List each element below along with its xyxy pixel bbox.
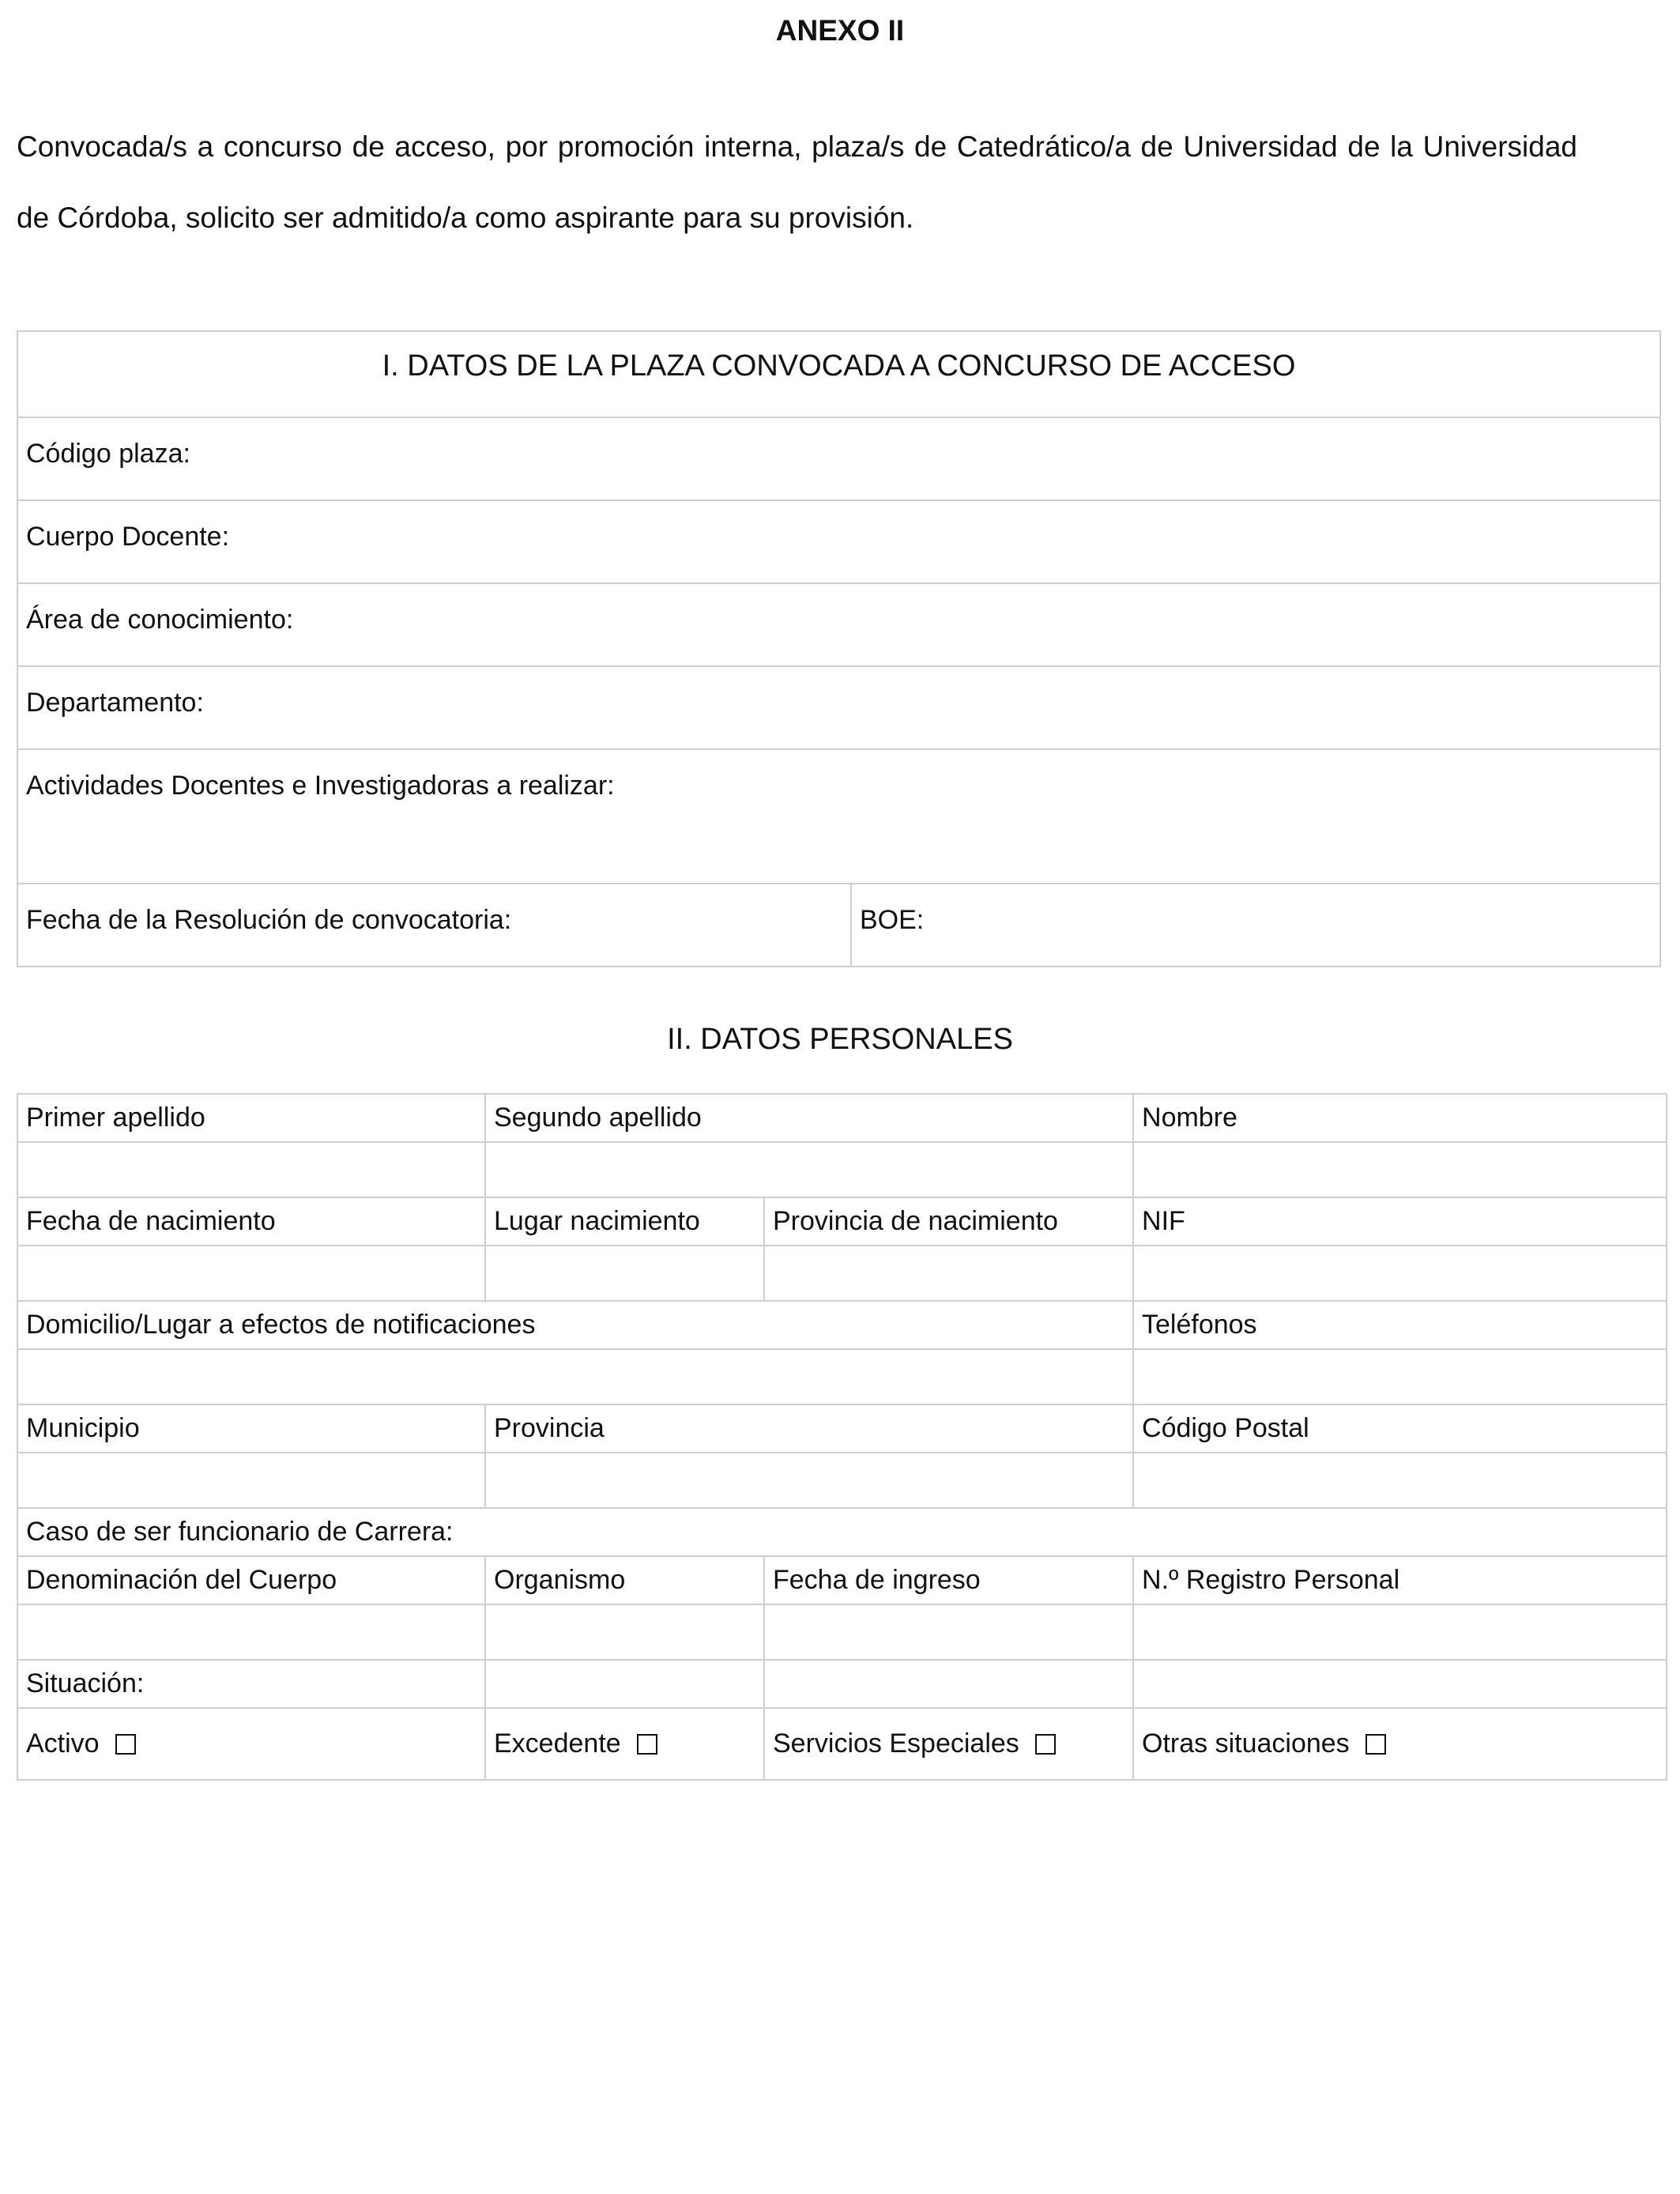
actividades-label: Actividades Docentes e Investigadoras a realizar: xyxy=(26,771,615,801)
nombre-input[interactable] xyxy=(1133,1142,1667,1197)
primer-apellido-input[interactable] xyxy=(17,1142,485,1197)
municipio-input[interactable] xyxy=(17,1453,485,1508)
excedente-label: Excedente xyxy=(494,1728,621,1759)
situacion-label: Situación: xyxy=(17,1660,485,1708)
otras-situaciones-label: Otras situaciones xyxy=(1142,1728,1350,1759)
provincia-nacimiento-label: Provincia de nacimiento xyxy=(764,1197,1133,1246)
situacion-empty-cell xyxy=(764,1660,1133,1708)
servicios-especiales-label: Servicios Especiales xyxy=(773,1728,1019,1759)
lugar-nacimiento-input[interactable] xyxy=(485,1246,764,1301)
telefonos-input[interactable] xyxy=(1133,1349,1667,1404)
nif-label: NIF xyxy=(1133,1197,1667,1246)
activo-checkbox[interactable] xyxy=(115,1734,136,1755)
fecha-resolucion-label: Fecha de la Resolución de convocatoria: xyxy=(26,905,512,935)
section1-header xyxy=(17,331,1660,417)
provincia-label: Provincia xyxy=(485,1404,1133,1453)
domicilio-input[interactable] xyxy=(17,1349,1133,1404)
provincia-nacimiento-input[interactable] xyxy=(764,1246,1133,1301)
area-conocimiento-field[interactable] xyxy=(17,583,1660,666)
cuerpo-docente-label: Cuerpo Docente: xyxy=(26,522,230,552)
organismo-input[interactable] xyxy=(485,1604,764,1660)
intro-paragraph: Convocada/s a concurso de acceso, por promoción interna, plaza/s de Catedrático/a de Universidad de la Universidad de Córdoba, solicito ser admitido/a como aspirante para su provisión. xyxy=(17,130,1577,234)
nombre-label: Nombre xyxy=(1133,1094,1667,1142)
codigo-postal-input[interactable] xyxy=(1133,1453,1667,1508)
codigo-postal-label: Código Postal xyxy=(1133,1404,1667,1453)
fecha-ingreso-label: Fecha de ingreso xyxy=(764,1556,1133,1604)
denominacion-cuerpo-label: Denominación del Cuerpo xyxy=(17,1556,485,1604)
datos-personales-table xyxy=(17,1093,1667,1781)
segundo-apellido-label: Segundo apellido xyxy=(485,1094,1133,1142)
provincia-input[interactable] xyxy=(485,1453,1133,1508)
fecha-ingreso-input[interactable] xyxy=(764,1604,1133,1660)
activo-option[interactable] xyxy=(17,1708,485,1780)
denominacion-cuerpo-input[interactable] xyxy=(17,1604,485,1660)
page-title: ANEXO II xyxy=(775,14,905,47)
situacion-empty-cell xyxy=(1133,1660,1667,1708)
lugar-nacimiento-label: Lugar nacimiento xyxy=(485,1197,764,1246)
activo-label: Activo xyxy=(26,1728,100,1759)
registro-personal-label: N.º Registro Personal xyxy=(1133,1556,1667,1604)
registro-personal-input[interactable] xyxy=(1133,1604,1667,1660)
municipio-label: Municipio xyxy=(17,1404,485,1453)
departamento-field[interactable] xyxy=(17,666,1660,749)
servicios-especiales-checkbox[interactable] xyxy=(1035,1734,1056,1755)
fecha-resolucion-field[interactable] xyxy=(17,884,851,967)
fecha-nacimiento-input[interactable] xyxy=(17,1246,485,1301)
actividades-field[interactable] xyxy=(17,749,1660,884)
excedente-checkbox[interactable] xyxy=(637,1734,657,1755)
codigo-plaza-label: Código plaza: xyxy=(26,439,190,469)
primer-apellido-label: Primer apellido xyxy=(17,1094,485,1142)
area-conocimiento-label: Área de conocimiento: xyxy=(26,605,294,635)
section2-title: II. DATOS PERSONALES xyxy=(667,1023,1013,1056)
plaza-table xyxy=(17,330,1661,967)
section1-title: I. DATOS DE LA PLAZA CONVOCADA A CONCURSO DE ACCESO xyxy=(382,349,1296,383)
fecha-nacimiento-label: Fecha de nacimiento xyxy=(17,1197,485,1246)
otras-situaciones-option[interactable] xyxy=(1133,1708,1667,1780)
segundo-apellido-input[interactable] xyxy=(485,1142,1133,1197)
nif-input[interactable] xyxy=(1133,1246,1667,1301)
funcionario-label: Caso de ser funcionario de Carrera: xyxy=(17,1508,1667,1556)
telefonos-label: Teléfonos xyxy=(1133,1301,1667,1349)
boe-field[interactable] xyxy=(851,884,1660,967)
boe-label: BOE: xyxy=(860,905,925,935)
servicios-especiales-option[interactable] xyxy=(764,1708,1133,1780)
otras-situaciones-checkbox[interactable] xyxy=(1365,1734,1386,1755)
excedente-option[interactable] xyxy=(485,1708,764,1780)
organismo-label: Organismo xyxy=(485,1556,764,1604)
departamento-label: Departamento: xyxy=(26,688,204,718)
cuerpo-docente-field[interactable] xyxy=(17,500,1660,583)
codigo-plaza-field[interactable] xyxy=(17,417,1660,500)
situacion-empty-cell xyxy=(485,1660,764,1708)
domicilio-label: Domicilio/Lugar a efectos de notificaciones xyxy=(17,1301,1133,1349)
